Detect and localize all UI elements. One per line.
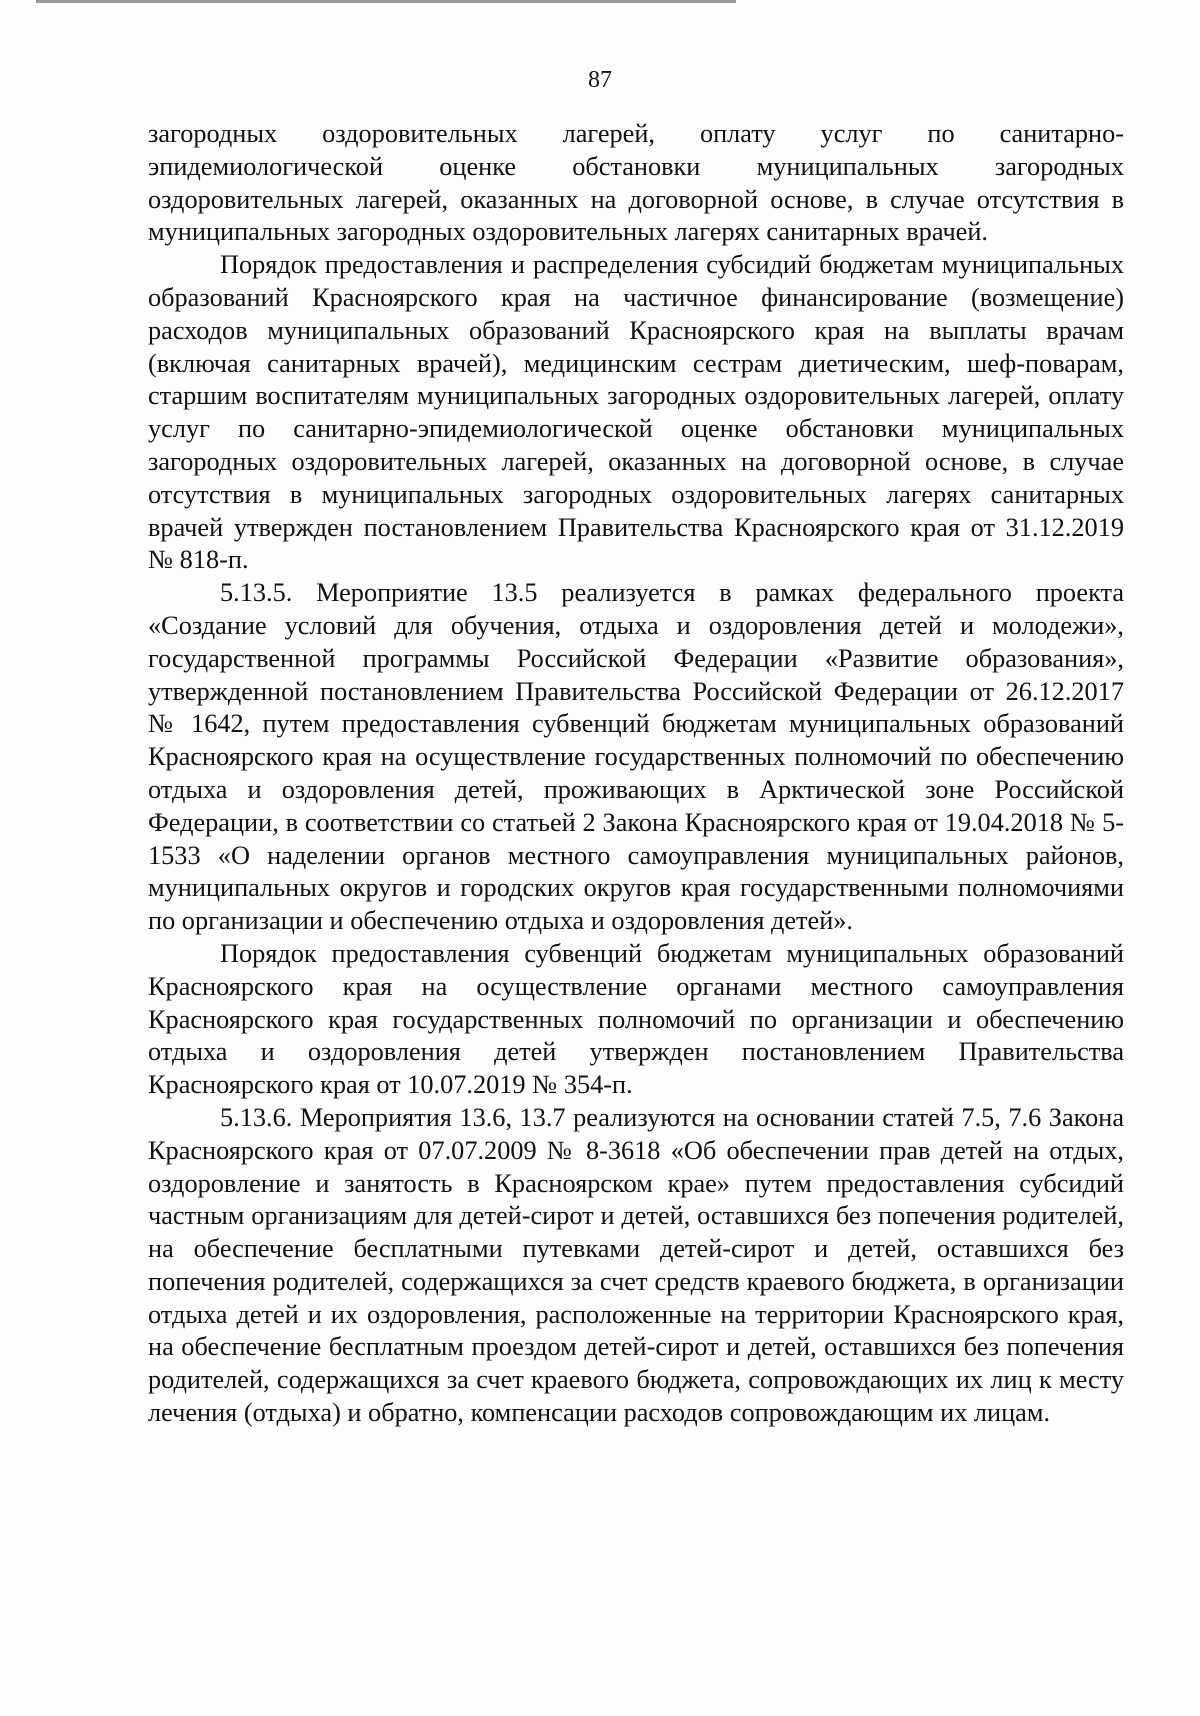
- paragraph-continuation: загородных оздоровительных лагерей, оплату услуг по санитарно-эпидемиологической оценке обстановки муниципальных загородных оздоровительных лагерей, оказанных на договорной основе, в случае отсутствия в муниципальных загородных оздоровительных лагерях санитарных врачей.: [148, 119, 1124, 247]
- paragraph-5-13-6: 5.13.6. Мероприятия 13.6, 13.7 реализуются на основании статей 7.5, 7.6 Закона Красноярского края от 07.07.2009 № 8-3618 «Об обеспечении прав детей на отдых, оздоровление и занятость в Красноярском крае» путем предоставления субсидий частным организациям для детей-сирот и детей, оставшихся без попечения родителей, на обеспечение бесплатными путевками детей-сирот и детей, оставшихся без попечения родителей, содержащихся за счет средств краевого бюджета, в организации отдыха детей и их оздоровления, расположенные на территории Красноярского края, на обеспечение бесплатным проездом детей-сирот и детей, оставшихся без попечения родителей, содержащихся за счет краевого бюджета, сопровождающих их лиц к месту лечения (отдыха) и обратно, компенсации расходов сопровождающим их лицам.: [148, 1102, 1124, 1428]
- paragraph-subsidy-procedure: Порядок предоставления и распределения субсидий бюджетам муниципальных образований Красноярского края на частичное финансирование (возмещение) расходов муниципальных образований Красноярского края на выплаты врачам (включая санитарных врачей), медицинским сестрам диетическим, шеф-поварам, старшим воспитателям муниципальных загородных оздоровительных лагерей, оплату услуг по санитарно-эпидемиологической оценке обстановки муниципальных загородных оздоровительных лагерей, оказанных на договорной основе, в случае отсутствия в муниципальных загородных оздоровительных лагерях санитарных врачей утвержден постановлением Правительства Красноярского края от 31.12.2019 № 818-п.: [148, 250, 1124, 575]
- paragraph-5-13-5: 5.13.5. Мероприятие 13.5 реализуется в рамках федерального проекта «Создание условий для обучения, отдыха и оздоровления детей и молодежи», государственной программы Российской Федерации «Развитие образования», утвержденной постановлением Правительства Российской Федерации от 26.12.2017 № 1642, путем предоставления субвенций бюджетам муниципальных образований Красноярского края на осуществление государственных полномочий по обеспечению отдыха и оздоровления детей, проживающих в Арктической зоне Российской Федерации, в соответствии со статьей 2 Закона Красноярского края от 19.04.2018 № 5-1533 «О наделении органов местного самоуправления муниципальных районов, муниципальных округов и городских округов края государственными полномочиями по организации и обеспечению отдыха и оздоровления детей».: [148, 578, 1124, 936]
- page-number: 87: [588, 67, 612, 93]
- paragraph-subvention-procedure: Порядок предоставления субвенций бюджетам муниципальных образований Красноярского края на осуществление органами местного самоуправления Красноярского края государственных полномочий по организации и обеспечению отдыха и оздоровления детей утвержден постановлением Правительства Красноярского края от 10.07.2019 № 354-п.: [148, 938, 1124, 1100]
- body-text: [148, 118, 1124, 1430]
- top-scan-rule: [36, 0, 736, 3]
